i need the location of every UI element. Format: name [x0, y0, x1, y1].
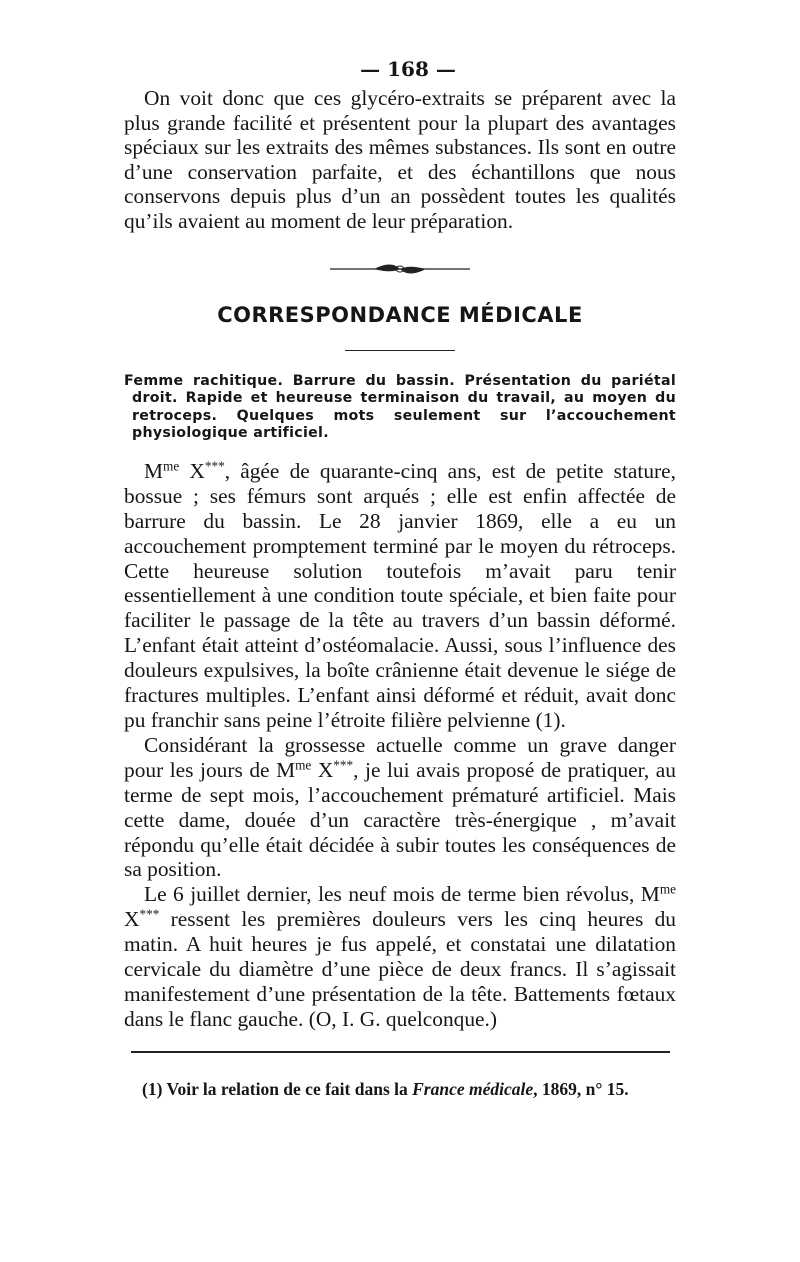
title-rule [345, 350, 455, 351]
body-paragraph-3 [124, 882, 676, 1031]
book-page [124, 52, 676, 1032]
page-number: — 168 — [360, 57, 456, 81]
body-paragraph-2 [124, 733, 676, 882]
paragraph-text: , âgée de quarante-cinq ans, est de petite stature, bossue ; ses fémurs sont arqués ; elle est enfin affectée de barrure du bassin. Le 28 janvier 1869, elle a eu un accouchement promptement terminé par le moyen du rétroceps. Cette heureuse solution toutefois m’avait paru tenir essentiellement à une condition toute spéciale, et bien faite pour faciliter le passage de la tête au travers d’un bassin déformé. L’enfant était atteint d’ostéomalacie. Aussi, sous l’influence des douleurs expulsives, la boîte crânienne était devenue le siége de fractures multiples. L’enfant ainsi déformé et réduit, avait donc pu franchir sans peine l’étroite filière pelvienne (1). [124, 458, 677, 732]
patient-name: X [179, 458, 205, 483]
paragraph-text: ressent les premières douleurs vers les cinq heures du matin. A huit heures je fus appelé, et constatai une dilatation cervicale du diamètre d’une pièce de deux francs. Il s’agissait manifestement d’une présentation de la tête. Battements fœtaux dans le flanc gauche. (O, I. G. quelconque.) [124, 907, 676, 1031]
patient-name: X [124, 907, 140, 932]
paragraph-text: Considérant la grossesse actuelle comme un grave danger pour les jours de M [124, 732, 676, 782]
article-body [124, 459, 676, 1032]
footnote-citation: , 1869, n° 15. [533, 1079, 629, 1099]
honorific-suffix: me [659, 882, 676, 898]
footnote-journal: France médicale [412, 1079, 534, 1099]
ornament-divider-icon [330, 262, 470, 276]
footnote-rule [131, 1051, 670, 1053]
footnote [142, 1078, 682, 1100]
patient-name: X [311, 757, 334, 782]
patient-name-stars: *** [333, 757, 354, 773]
section-title: CORRESPONDANCE MÉDICALE [217, 302, 583, 327]
honorific-suffix: me [295, 757, 312, 773]
paragraph-text: , je lui avais proposé de pratiquer, au terme de sept mois, l’accouchement prématuré artificiel. Mais cette dame, douée d’un caractère très-énergique , m’avait répondu qu’elle était décidée à subir toutes les conséquences de sa position. [124, 757, 676, 882]
intro-paragraph: On voit donc que ces glycéro-extraits se préparent avec la plus grande facilité et présentent pour la plupart des avantages spéciaux sur les extraits des mêmes substances. Ils sont en outre d’une conservation parfaite, et des échantillons que nous conservons depuis plus d’un an possèdent toutes les qualités qu’ils avaient au moment de leur préparation. [124, 86, 676, 233]
patient-name-stars: *** [139, 906, 160, 922]
patient-name-stars: *** [204, 458, 225, 474]
paragraph-text: Le 6 juillet dernier, les neuf mois de terme bien révolus, M [144, 882, 660, 907]
body-paragraph-1 [124, 459, 676, 733]
honorific: M [144, 458, 164, 483]
article-summary: Femme rachitique. Barrure du bassin. Présentation du pariétal droit. Rapide et heureuse terminaison du travail, au moyen du retroceps. Quelques mots seulement sur l’accouchement physiologique artificiel. [124, 372, 676, 442]
footnote-text: (1) Voir la relation de ce fait dans la [142, 1079, 413, 1099]
honorific-suffix: me [163, 458, 180, 474]
